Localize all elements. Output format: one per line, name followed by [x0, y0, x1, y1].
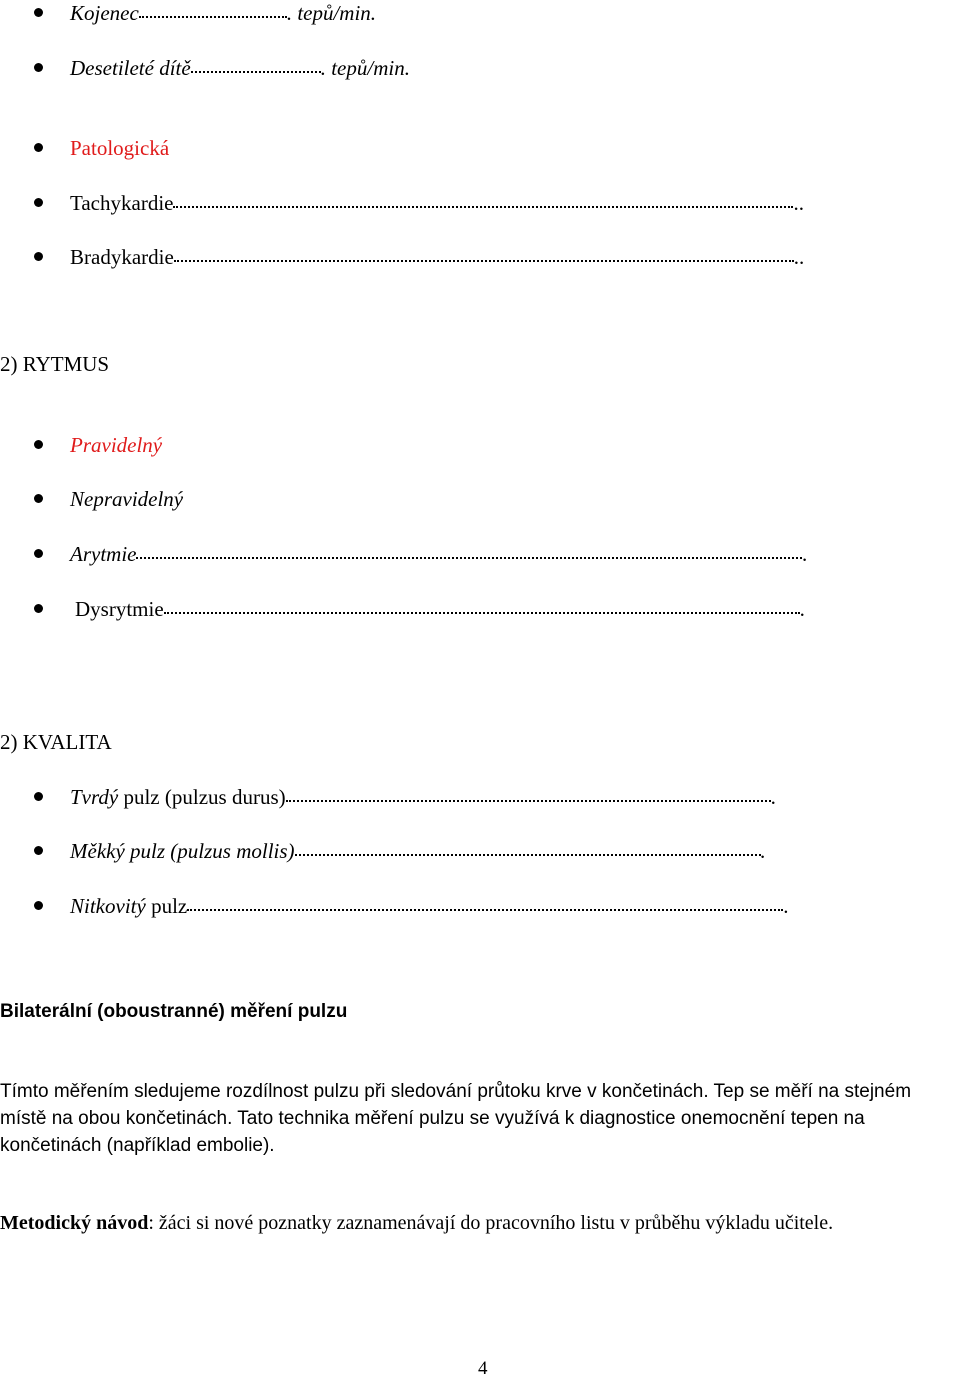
list-item-mekky-pulz [70, 838, 766, 864]
item-label: pulz [145, 894, 188, 918]
item-label: Kojenec [70, 1, 139, 25]
bullet-icon [34, 252, 43, 261]
item-suffix: . [770, 785, 776, 809]
list-item-pravidelny [70, 432, 162, 458]
bullet-icon [34, 792, 43, 801]
bullet-icon [34, 549, 43, 558]
item-label-italic: Tvrdý [70, 785, 119, 809]
list-item-patologicka [70, 135, 169, 161]
bullet-icon [34, 901, 43, 910]
method-note [0, 1210, 960, 1237]
list-item-bradykardie [70, 244, 804, 270]
list-item-dysrytmie [75, 596, 805, 622]
bilateral-paragraph: Tímto měřením sledujeme rozdílnost pulzu při sledování průtoku krve v končetinách. Tep se měří na stejném místě na obou končetinách. Tato technika měření pulzu se využívá k diagnostice onemocnění tepen na končetinách (například embolie). [0, 1081, 912, 1156]
bullet-icon [34, 143, 43, 152]
method-note-label: Metodický návod [0, 1212, 149, 1234]
item-label: Bradykardie [70, 245, 174, 269]
bilateral-heading: Bilaterální (oboustranné) měření pulzu [0, 1001, 348, 1022]
dotted-fill [136, 557, 802, 559]
item-label: pulz (pulzus durus) [118, 785, 286, 809]
dotted-fill [174, 260, 794, 262]
dotted-fill [139, 16, 287, 18]
page-number: 4 [478, 1358, 488, 1379]
bullet-icon [34, 604, 43, 613]
item-suffix: . [799, 597, 805, 621]
list-item-arytmie [70, 541, 808, 567]
item-suffix: . [783, 894, 789, 918]
item-label: Arytmie [70, 542, 137, 566]
item-suffix: .. [793, 191, 804, 215]
dotted-fill [173, 206, 793, 208]
dotted-fill [295, 854, 761, 856]
item-label: Desetileté dítě [70, 56, 191, 80]
dotted-fill [164, 612, 800, 614]
bullet-icon [34, 8, 43, 17]
item-label: Patologická [70, 136, 170, 160]
item-label: Měkký pulz (pulzus mollis) [70, 839, 295, 863]
dotted-fill [286, 800, 771, 802]
bullet-icon [34, 494, 43, 503]
method-note-text: : žáci si nové poznatky zaznamenávají do pracovního listu v průběhu výkladu učitele. [148, 1212, 834, 1234]
list-item-nepravidelny [70, 486, 183, 512]
item-label: Dysrytmie [75, 597, 164, 621]
item-label: Nepravidelný [70, 487, 184, 511]
list-item-tachykardie [70, 190, 804, 216]
item-suffix: . [802, 542, 808, 566]
item-label: Pravidelný [70, 433, 163, 457]
list-item-desetilete-dite [70, 55, 410, 81]
dotted-fill [191, 71, 321, 73]
bullet-icon [34, 440, 43, 449]
item-suffix: . tepů/min. [320, 56, 410, 80]
item-label-italic: Nitkovitý [70, 894, 146, 918]
list-item-tvrdy-pulz [70, 784, 776, 810]
bullet-icon [34, 63, 43, 72]
item-label: Tachykardie [70, 191, 174, 215]
bullet-icon [34, 846, 43, 855]
list-item-nitkovity-pulz [70, 893, 788, 919]
list-item-kojenec [70, 0, 376, 26]
bullet-icon [34, 198, 43, 207]
item-suffix: .. [793, 245, 805, 269]
section-heading-kvalita: 2) KVALITA [0, 730, 112, 754]
section-heading-rytmus: 2) RYTMUS [0, 352, 110, 376]
item-suffix: . tepů/min. [286, 1, 377, 25]
item-suffix: . [760, 839, 766, 863]
dotted-fill [187, 909, 783, 911]
